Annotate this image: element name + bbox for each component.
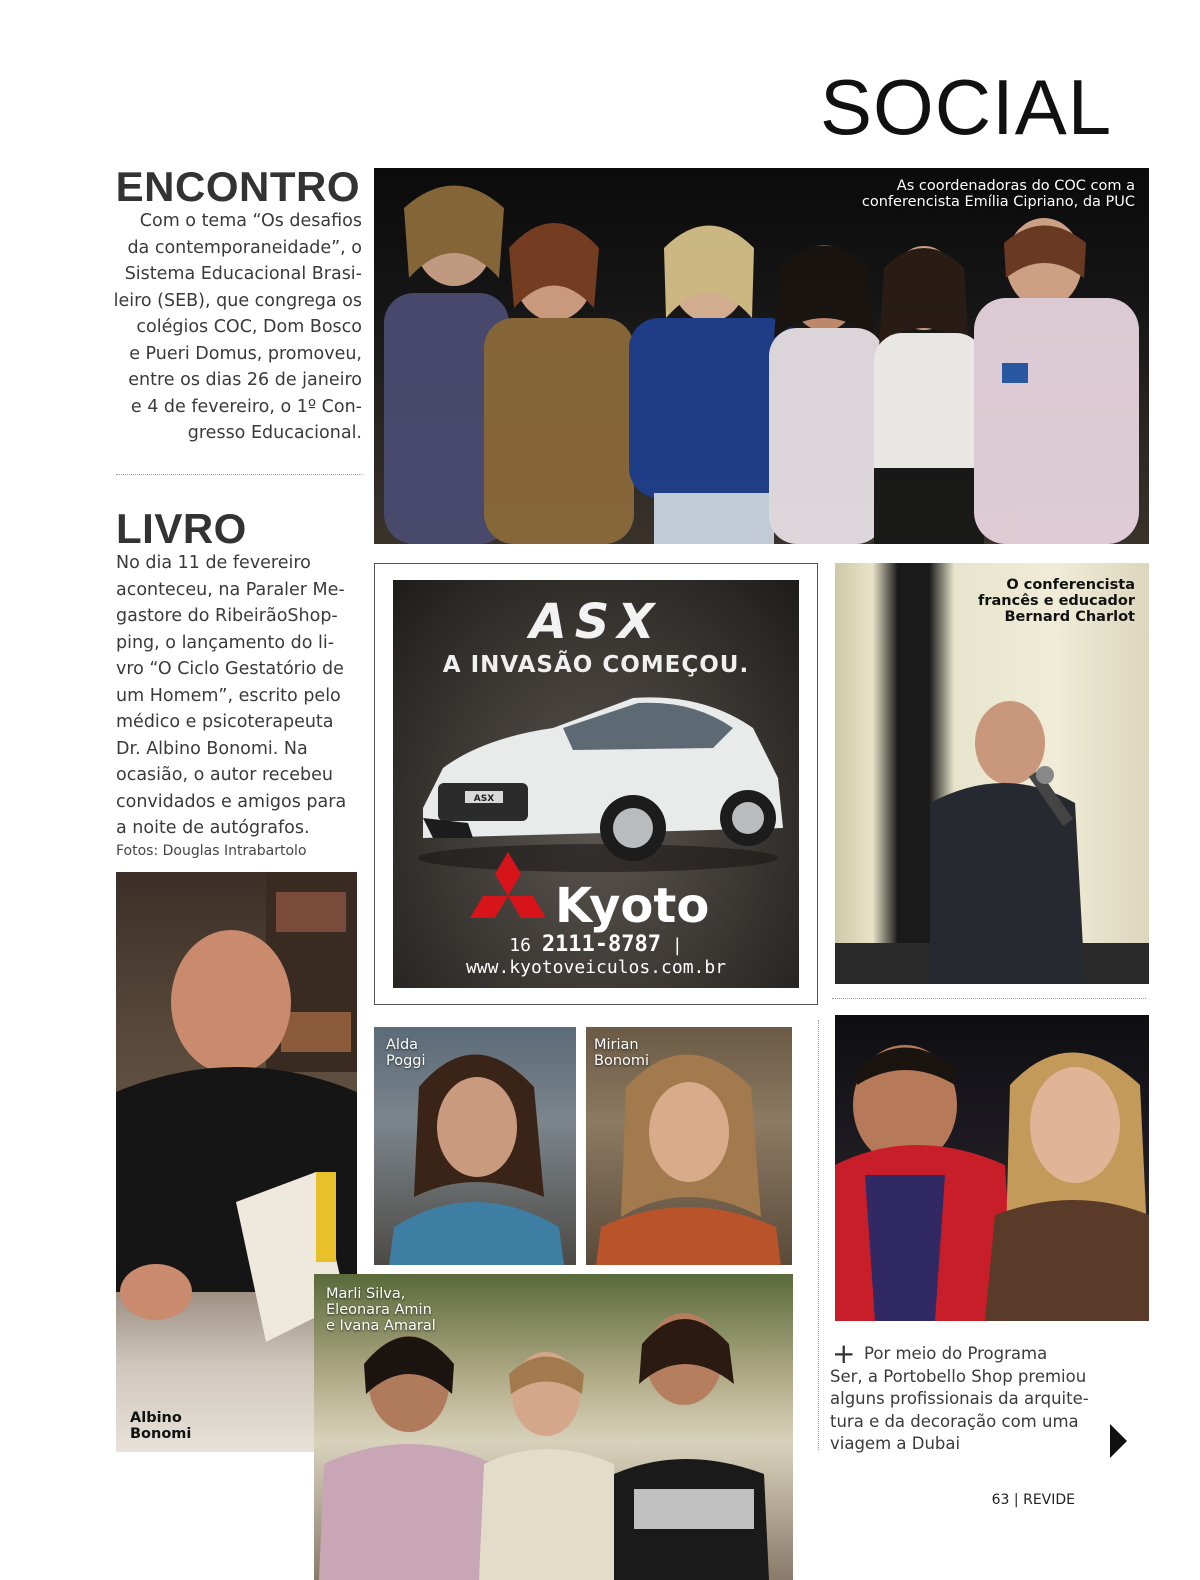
- caption-line: e Ivana Amaral: [326, 1318, 436, 1334]
- text-line: um Homem”, escrito pelo: [116, 685, 341, 706]
- photo-bernard-charlot: [835, 563, 1149, 984]
- couple-figures: [835, 1015, 1149, 1321]
- website-link[interactable]: www.kyotoveiculos.com.br: [465, 957, 727, 978]
- caption-line: Poggi: [386, 1053, 426, 1069]
- caption-line: O conferencista: [1006, 577, 1135, 593]
- section-title: SOCIAL: [820, 63, 1113, 151]
- encontro-text: [110, 208, 362, 447]
- photo-alda-poggi: [374, 1027, 576, 1265]
- photo-caption: [594, 1037, 649, 1069]
- photo-caption: [326, 1286, 436, 1334]
- caption-line: As coordenadoras do COC com a: [896, 178, 1135, 194]
- text-line: ocasião, o autor recebeu: [116, 765, 333, 785]
- bernard-figure: [835, 563, 1149, 984]
- livro-text: [116, 550, 366, 860]
- caption-line: Eleonara Amin: [326, 1302, 432, 1318]
- text-line: a noite de autógrafos.: [116, 818, 310, 838]
- photo-caption: [386, 1037, 426, 1069]
- text-line: Ser, a Portobello Shop premiou: [830, 1366, 1087, 1386]
- text-line: e 4 de fevereiro, o 1º Con-: [130, 396, 362, 417]
- car-image: [403, 688, 789, 878]
- text-line: tura e da decoração com uma: [830, 1411, 1079, 1431]
- caption-line: Marli Silva,: [326, 1286, 406, 1302]
- footer-separator: |: [1013, 1492, 1019, 1508]
- text-line: viagem a Dubai: [830, 1434, 961, 1453]
- photo-caption: [130, 1410, 191, 1442]
- ad-contact: [393, 932, 799, 978]
- text-line: vro “O Ciclo Gestatório de: [116, 659, 344, 679]
- kyoto-brand: Kyoto: [555, 878, 710, 934]
- text-line: entre os dias 26 de janeiro: [128, 370, 362, 390]
- text-line: ping, o lançamento do li-: [116, 632, 335, 653]
- caption-line: conferencista Emília Cipriano, da PUC: [861, 194, 1135, 210]
- caption-line: Bernard Charlot: [1004, 609, 1135, 625]
- portobello-text: [830, 1343, 1130, 1456]
- divider: [832, 998, 1146, 999]
- caption-line: Alda: [386, 1037, 419, 1053]
- next-arrow-icon[interactable]: [1110, 1424, 1127, 1458]
- text-line: Por meio do Programa: [864, 1344, 1048, 1363]
- caption-line: Bonomi: [594, 1053, 650, 1069]
- text-line: aconteceu, na Paraler Me-: [116, 579, 345, 600]
- photo-caption: [978, 577, 1135, 625]
- plus-icon: +: [832, 1337, 856, 1370]
- text-line: No dia 11 de fevereiro: [116, 553, 311, 573]
- divider: [116, 474, 362, 475]
- text-line: colégios COC, Dom Bosco: [136, 317, 362, 337]
- text-line: gresso Educacional.: [187, 423, 362, 443]
- contact-separator: |: [671, 935, 683, 956]
- ad-panel[interactable]: [393, 580, 799, 988]
- group-figures: [374, 168, 1149, 544]
- photo-credit: Fotos: Douglas Intrabartolo: [116, 842, 307, 859]
- photo-marli-eleonara-ivana: [314, 1274, 793, 1580]
- asx-logo: ASX: [529, 594, 663, 650]
- caption-line: Albino: [130, 1410, 182, 1426]
- page-number: 63: [991, 1492, 1010, 1508]
- text-line: Dr. Albino Bonomi. Na: [116, 738, 308, 759]
- caption-line: Mirian: [594, 1037, 639, 1053]
- text-line: alguns profissionais da arquite-: [830, 1389, 1089, 1408]
- text-line: Sistema Educacional Brasi-: [124, 264, 362, 284]
- photo-caption: [862, 178, 1135, 210]
- text-line: convidados e amigos para: [116, 791, 347, 812]
- encontro-heading: ENCONTRO: [115, 163, 360, 210]
- photo-portobello-couple: [835, 1015, 1149, 1321]
- page-footer: [992, 1492, 1075, 1508]
- plate-text: ASX: [473, 794, 495, 804]
- publication-name: REVIDE: [1023, 1492, 1075, 1508]
- phone-prefix: 16: [509, 935, 531, 956]
- text-line: médico e psicoterapeuta: [116, 712, 334, 732]
- text-line: Com o tema “Os desafios: [139, 211, 362, 231]
- photo-coc-coordinators: [374, 168, 1149, 544]
- caption-line: Bonomi: [130, 1426, 192, 1442]
- text-line: da contemporaneidade”, o: [127, 237, 362, 258]
- kyoto-ad[interactable]: [374, 563, 818, 1005]
- text-line: e Pueri Domus, promoveu,: [129, 343, 362, 364]
- ad-slogan: A INVASÃO COMEÇOU.: [442, 652, 750, 678]
- phone-number[interactable]: 2111-8787: [541, 932, 662, 957]
- caption-line: francês e educador: [978, 593, 1135, 609]
- livro-heading: LIVRO: [116, 505, 247, 552]
- text-line: gastore do RibeirãoShop-: [116, 606, 338, 626]
- mitsubishi-logo-icon: [463, 852, 553, 932]
- divider: [818, 1020, 819, 1450]
- text-line: leiro (SEB), que congrega os: [113, 290, 362, 311]
- photo-mirian-bonomi: [586, 1027, 792, 1265]
